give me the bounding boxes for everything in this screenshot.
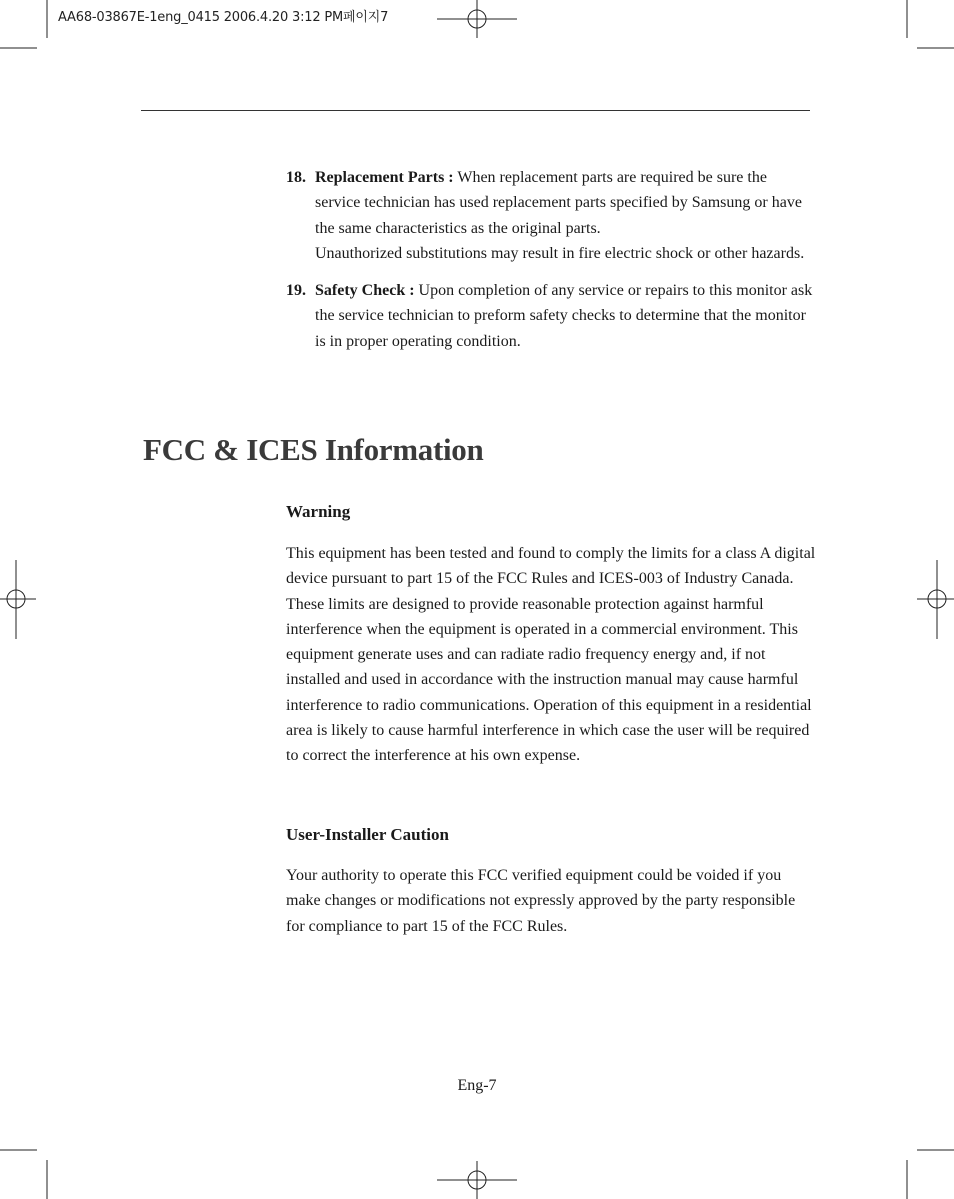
item-heading: Replacement Parts : [315, 169, 454, 186]
list-item [286, 165, 816, 266]
registration-mark-left [0, 560, 36, 639]
list-item [286, 278, 816, 354]
warning-heading: Warning [286, 502, 351, 521]
item-text: Upon completion of any service or repairs to this monitor ask the service technician to preform safety checks to determine that the monitor is in proper operating condition. [315, 282, 813, 350]
item-number: 19. [286, 282, 306, 300]
registration-mark-top [437, 0, 517, 38]
print-slug-line: AA68-03867E-1eng_0415 2006.4.20 3:12 PM페이지7 [58, 10, 389, 25]
warning-paragraph: This equipment has been tested and found to comply the limits for a class A digital device pursuant to part 15 of the FCC Rules and ICES-003 of Industry Canada. These limits are designed to provide reasonable protection against harmful interference when the equipment is operated in a commercial environment. This equipment generate uses and can radiate radio frequency energy and, if not installed and used in accordance with the instruction manual may cause harmful interference to radio communications. Operation of this equipment in a residential area is likely to cause harmful interference in which case the user will be required to correct the interference at his own expense. [286, 545, 816, 765]
safety-instructions-list [286, 165, 816, 366]
header-rule [141, 110, 810, 111]
item-paragraph [315, 278, 816, 354]
item-text: When replacement parts are required be sure the service technician has used replacement parts specified by Samsung or have the same characteristics as the original parts. [315, 169, 802, 237]
caution-heading: User-Installer Caution [286, 825, 449, 844]
item-paragraph [315, 165, 816, 241]
item-paragraph-continued: Unauthorized substitutions may result in fire electric shock or other hazards. [315, 244, 805, 262]
registration-mark-bottom [437, 1161, 517, 1199]
page-number: Eng-7 [457, 1077, 497, 1094]
caution-paragraph: Your authority to operate this FCC verified equipment could be voided if you make changes or modifications not expressly approved by the party responsible for compliance to part 15 of the FCC Rules. [286, 867, 796, 935]
item-heading: Safety Check : [315, 282, 415, 300]
item-number: 18. [286, 169, 306, 186]
page-title: FCC & ICES Information [143, 432, 484, 467]
registration-mark-right [917, 560, 954, 639]
